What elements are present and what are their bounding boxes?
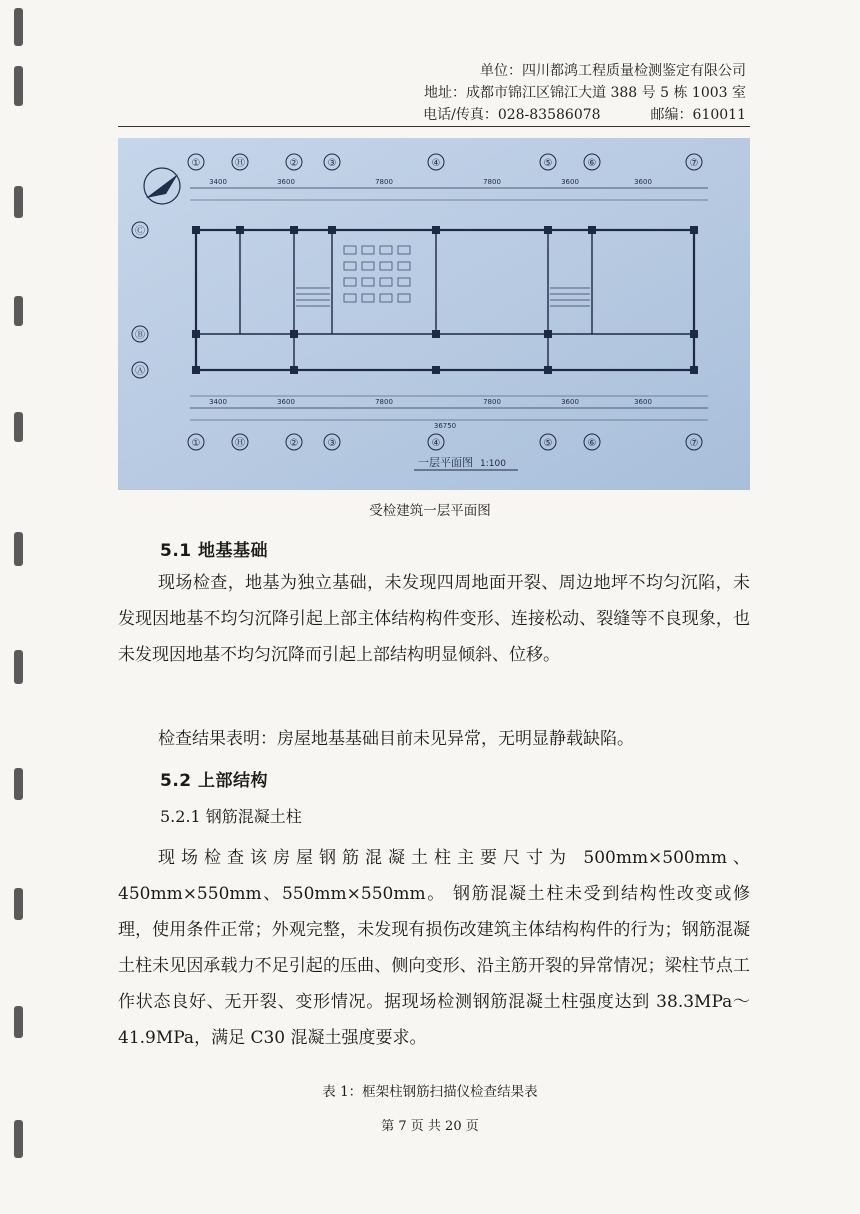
dimension-label: 3600 (277, 178, 295, 186)
dimension-label: 3600 (277, 398, 295, 406)
paragraph: 现场检查该房屋钢筋混凝土柱主要尺寸为 500mm×500mm、450mm×550mm、550mm×550mm。 钢筋混凝土柱未受到结构性改变或修理，使用条件正常；外观完整，未发现有损伤改建筑主体结构构件的行为；钢筋混凝土柱未见因承载力不足引起的压曲、侧向变形、沿主筋开裂的异常情况；梁柱节点工作状态良好、无开裂、变形情况。据现场检测钢筋混凝土柱强度达到 38.3MPa～41.9MPa，满足 C30 混凝土强度要求。 (118, 848, 750, 1048)
binding-mark (14, 412, 23, 442)
grid-label: ⑦ (689, 438, 699, 449)
grid-label: ③ (327, 438, 337, 449)
grid-label: ③ (327, 158, 337, 169)
page-number: 第 7 页 共 20 页 (381, 1119, 479, 1134)
figure-caption: 受检建筑一层平面图 (369, 503, 491, 519)
grid-label: ④ (431, 158, 441, 169)
binding-mark (14, 888, 23, 920)
grid-label: ① (191, 158, 201, 169)
binding-mark (14, 532, 23, 566)
header-company: 单位：四川都鸿工程质量检测鉴定有限公司 (480, 63, 746, 79)
header-postcode: 邮编：610011 (650, 107, 746, 123)
dimension-total: 36750 (433, 422, 457, 430)
paragraph: 检查结果表明：房屋地基基础目前未见异常，无明显静载缺陷。 (158, 729, 634, 749)
grid-label: Ⓐ (135, 366, 145, 377)
binding-mark (14, 1006, 23, 1038)
page-header (226, 60, 746, 126)
dimension-label: 3600 (634, 178, 652, 186)
header-address: 地址：成都市锦江区锦江大道 388 号 5 栋 1003 室 (424, 85, 746, 101)
dimension-label: 3600 (634, 398, 652, 406)
grid-label: ① (191, 438, 201, 449)
plan-title: 一层平面图 (418, 456, 473, 469)
binding-mark (14, 186, 23, 218)
header-phone: 电话/传真：028-83586078 (423, 107, 601, 123)
header-divider (118, 126, 750, 127)
floor-plan-figure (118, 138, 750, 490)
dimension-label: 7800 (375, 178, 393, 186)
grid-label: Ⓒ (135, 226, 145, 237)
dimension-label: 7800 (483, 398, 501, 406)
binding-mark (14, 66, 23, 106)
dimension-label: 3400 (209, 398, 227, 406)
grid-label: ② (289, 158, 299, 169)
binding-mark (14, 8, 23, 46)
section-heading-5-2: 5.2 上部结构 (160, 771, 269, 791)
dimension-label: 3600 (561, 398, 579, 406)
grid-label: ② (289, 438, 299, 449)
binding-mark (14, 768, 23, 800)
grid-label: ⑤ (543, 438, 553, 449)
grid-label: ⑤ (543, 158, 553, 169)
grid-label: ⑥ (587, 438, 597, 449)
dimension-label: 7800 (375, 398, 393, 406)
grid-label: Ⓗ (235, 158, 245, 169)
section-heading-5-1: 5.1 地基基础 (160, 541, 269, 561)
binding-mark (14, 296, 23, 326)
grid-label: ④ (431, 438, 441, 449)
grid-label: ⑥ (587, 158, 597, 169)
dimension-label: 3400 (209, 178, 227, 186)
binding-mark (14, 650, 23, 684)
table-caption: 表 1：框架柱钢筋扫描仪检查结果表 (322, 1084, 538, 1100)
grid-label: Ⓑ (135, 330, 145, 341)
dimension-label: 3600 (561, 178, 579, 186)
sub-heading-5-2-1: 5.2.1 钢筋混凝土柱 (160, 807, 302, 826)
plan-scale: 1:100 (480, 459, 506, 469)
dimension-label: 7800 (483, 178, 501, 186)
paragraph: 现场检查，地基为独立基础，未发现四周地面开裂、周边地坪不均匀沉陷，未发现因地基不均匀沉降引起上部主体结构构件变形、连接松动、裂缝等不良现象，也未发现因地基不均匀沉降而引起上部结构明显倾斜、位移。 (118, 573, 750, 665)
floor-plan-drawing (118, 138, 750, 490)
grid-label: ⑦ (689, 158, 699, 169)
grid-label: Ⓗ (235, 438, 245, 449)
